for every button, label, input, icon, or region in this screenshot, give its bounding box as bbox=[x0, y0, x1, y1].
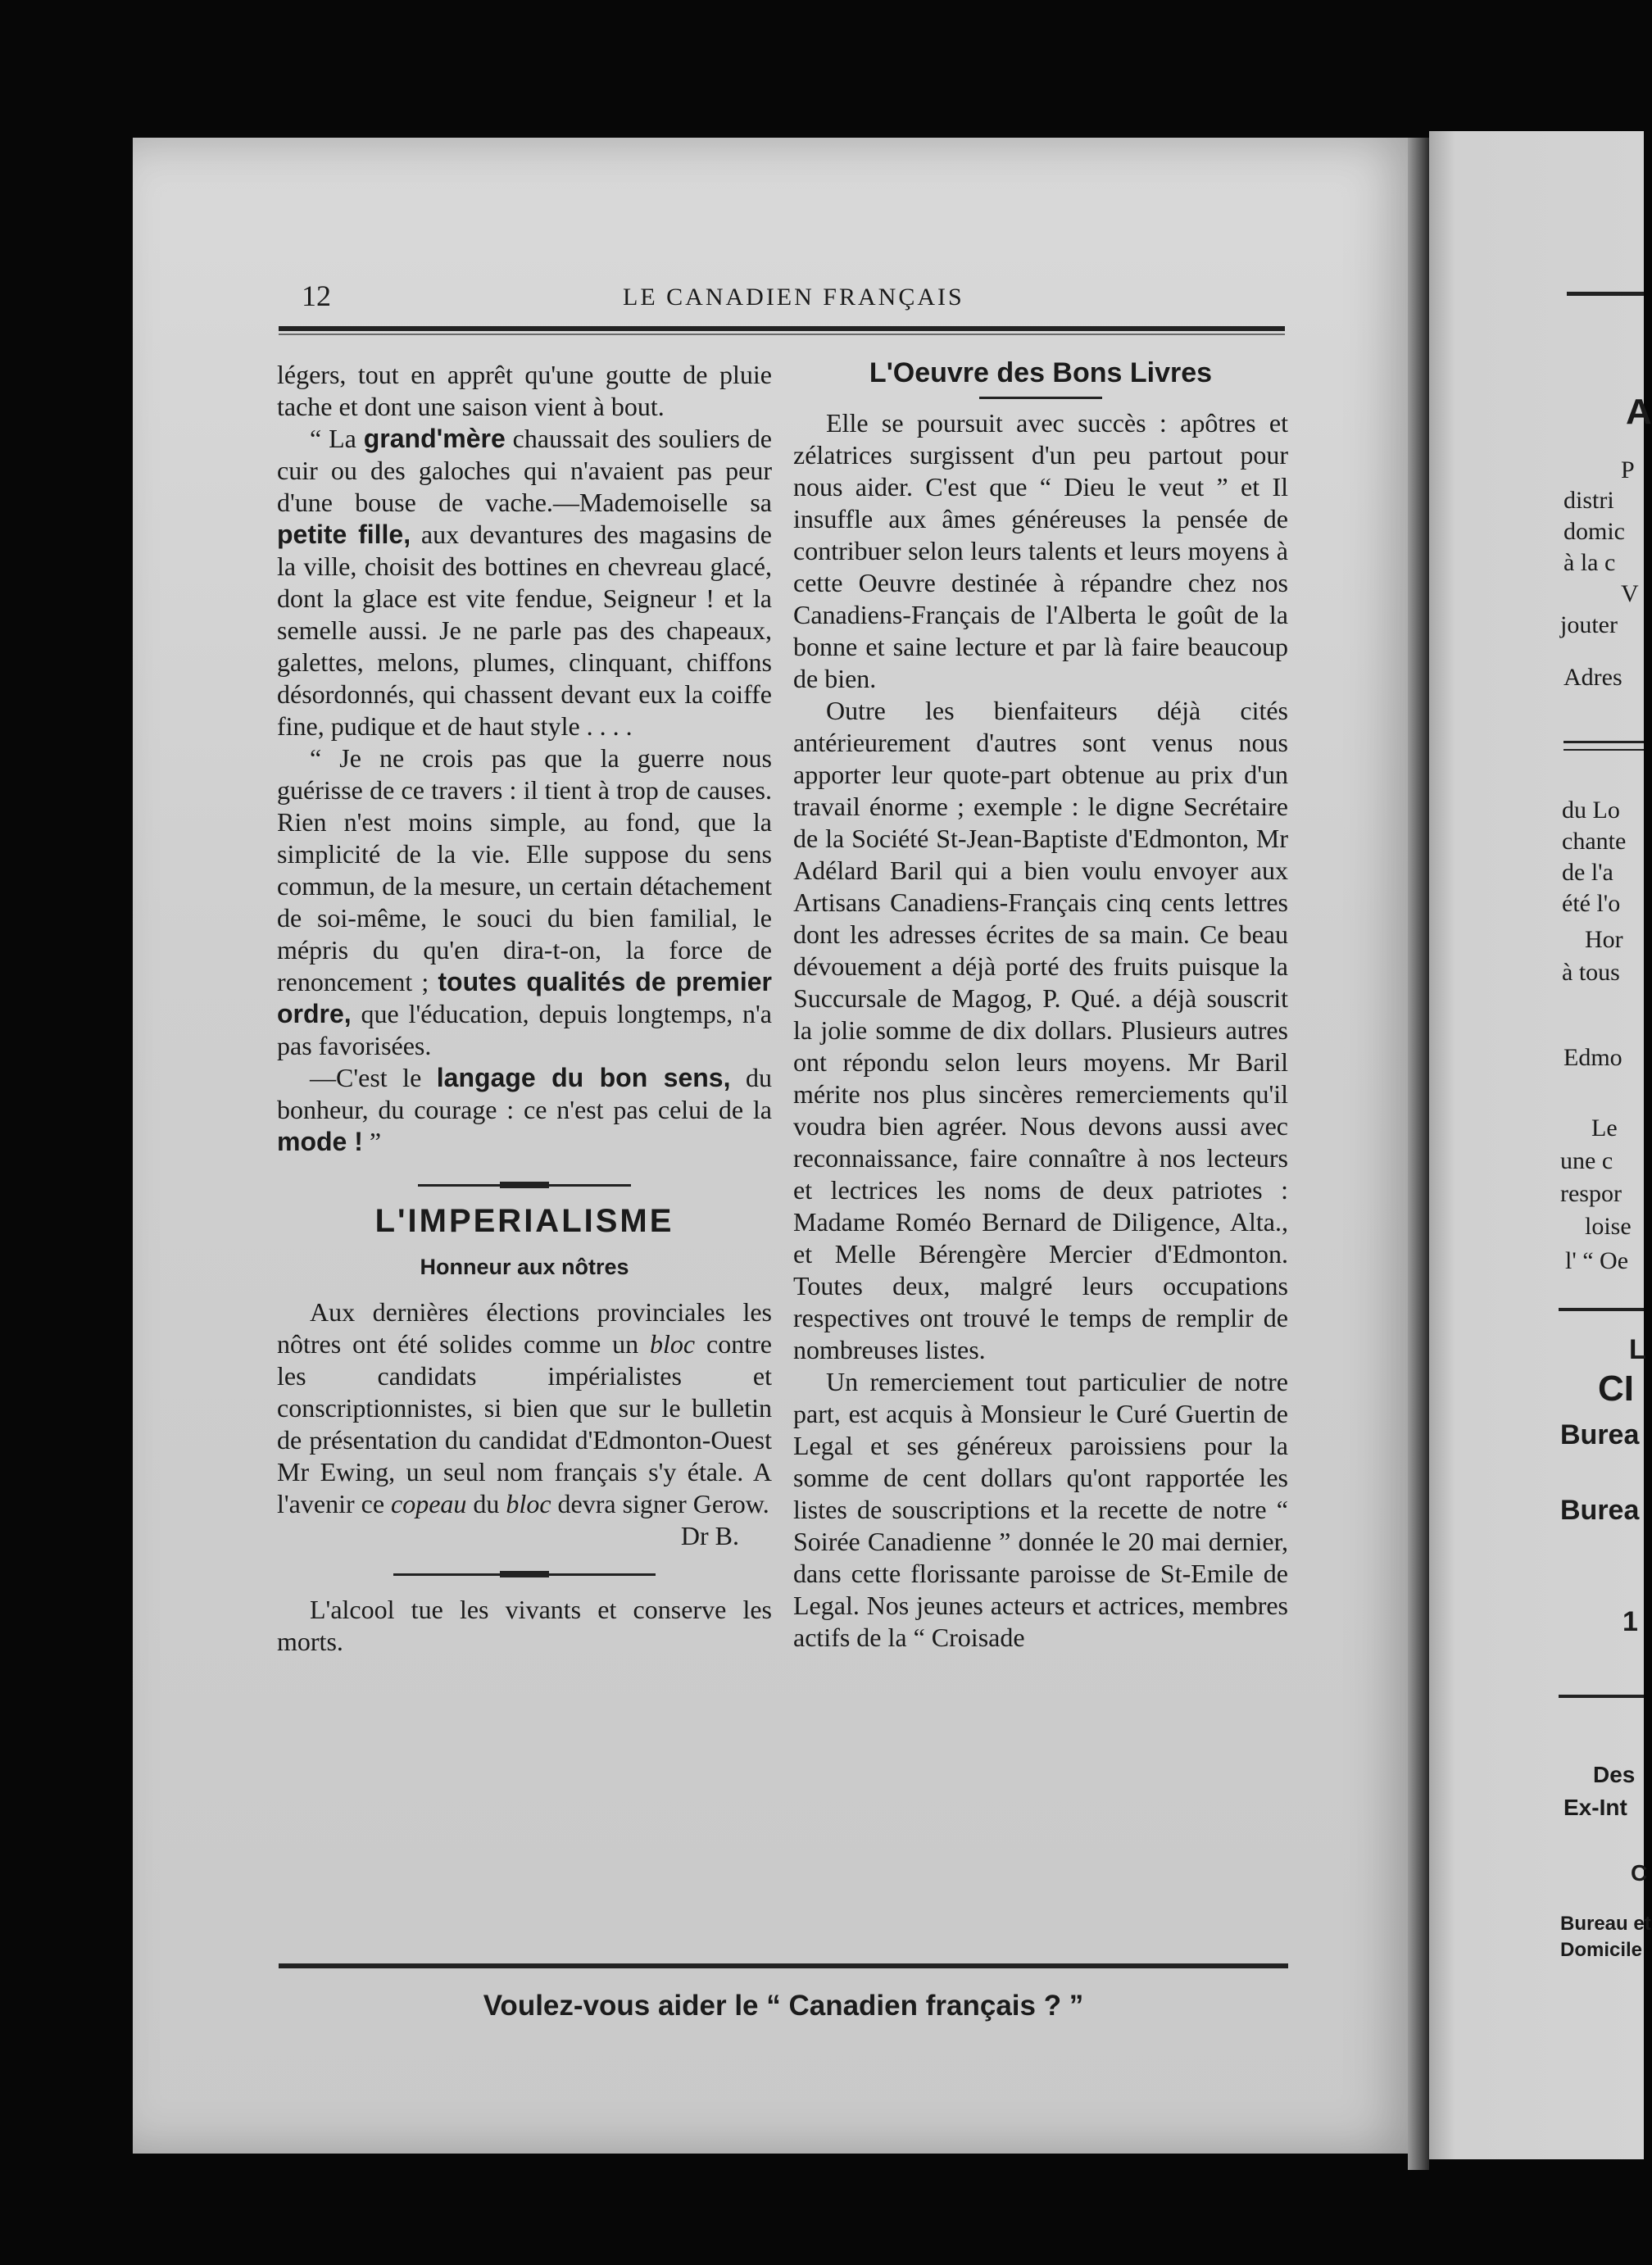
page-number: 12 bbox=[302, 279, 331, 312]
adjacent-page-rule bbox=[1564, 741, 1644, 743]
adjacent-page-rule bbox=[1559, 1308, 1644, 1311]
section-title: L'IMPERIALISME bbox=[374, 1203, 674, 1239]
signature: Dr B. bbox=[680, 1521, 739, 1550]
adjacent-page-fragment: A P distri domic à la c V jouter Adres du Lo chante de l'a été l'o Hor à tous Edmo Le une c respor loise l' “ Oe L CI Burea Burea 1 Des Ex-Int C Bureau et Domicile bbox=[1429, 131, 1644, 2159]
adjacent-page-rule bbox=[1559, 1695, 1644, 1698]
section-divider bbox=[418, 1184, 631, 1187]
paragraph: “ Je ne crois pas que la guerre nous guérisse de ce travers : il tient à trop de causes. Rien n'est moins simple, au fond, que la simplicité de la vie. Elle suppose du sens commun, de la mesure, un certain détachement de soi-même, le souci du bien familial, le mépris du qu'en dira-t-on, la force de renoncement ; toutes qualités de premier ordre, que l'éducation, depuis longtemps, n'a pas favorisées. bbox=[277, 743, 773, 1060]
footer-rule bbox=[279, 1963, 1288, 1968]
paragraph: Outre les bienfaiteurs déjà cités antérieurement d'autres sont venus nous apporter leur quote-part obtenue au prix d'un travail énorme ; exemple : le digne Secrétaire de la Société St-Jean-Baptiste d'Edmonton, Mr Adélard Baril qui a bien voulu envoyer aux Artisans Canadiens-Français cinq cents lettres dont les adresses écrites de sa main. Ce beau dévouement a déjà porté des fruits puisque la Succursale de Magog, P. Qué. a déjà souscrit la jolie somme de dix dollars. Plusieurs autres ont répondu selon leurs moyens. Mr Baril mérite nos plus sincères remerciements qu'il voudra bien agréer. Nous devons aussi avec reconnaissance, faire connaître à nos lecteurs et lectrices les noms de deux patriotes : Madame Roméo Bernard de Diligence, Alta., et Melle Bérengère Mercier d'Edmonton. Toutes deux, malgré leurs occupations respectives ont trouvé le temps de remplir de nombreuses listes. bbox=[793, 696, 1288, 1364]
paragraph: L'alcool tue les vivants et conserve les morts. bbox=[277, 1595, 772, 1656]
right-column bbox=[793, 354, 1288, 1654]
adjacent-page-rule bbox=[1564, 749, 1644, 751]
paragraph: Aux dernières élections provinciales les nôtres ont été solides comme un bloc contre les candidats impérialistes et conscriptionnistes, si bien que sur le bulletin de présentation du candidat d'Edmonton-Ouest Mr Ewing, un seul nom français s'y étale. A l'avenir ce copeau du bloc devra signer Gerow. bbox=[277, 1297, 773, 1518]
header-rule-thin bbox=[279, 334, 1285, 335]
title-divider bbox=[979, 397, 1102, 399]
paragraph: légers, tout en apprêt qu'une goutte de pluie tache et dont une saison vient à bout. bbox=[277, 360, 772, 421]
publication-title: LE CANADIEN FRANÇAIS bbox=[623, 284, 964, 311]
paragraph: “ La grand'mère chaussait des souliers de cuir ou des galoches qui n'avaient pas peur d'une bouse de vache.—Mademoiselle sa petite fille, aux devantures des magasins de la ville, choisit des bottines en chevreau glacé, dont la glace est vite fendue, Seigneur ! et la semelle aussi. Je ne parle pas des chapeaux, galettes, melons, plumes, clinquant, chiffons désordonnés, qui chassent devant eux la coiffe fine, pudique et de haut style . . . . bbox=[277, 424, 773, 741]
paragraph: Elle se poursuit avec succès : apôtres et zélatrices surgissent d'un peu partout pour nous aider. C'est que “ Dieu le veut ” et Il insuffle aux âmes généreuses la pensée de contribuer selon leurs talents et leurs moyens à cette Oeuvre destinée à répandre chez nos Canadiens-Français de l'Alberta le goût de la bonne et saine lecture et par là faire beaucoup de bien. bbox=[793, 408, 1288, 693]
left-column bbox=[277, 359, 772, 1658]
paragraph: —C'est le langage du bon sens, du bonheur, du courage : ce n'est pas celui de la mode ! ” bbox=[277, 1063, 772, 1156]
paragraph: Un remerciement tout particulier de notre part, est acquis à Monsieur le Curé Guertin de Legal et ses généreux paroissiens pour la somme de cent dollars qu'ont rapportée les listes de souscriptions et la recette de notre “ Soirée Canadienne ” donnée le 20 mai dernier, dans cette florissante paroisse de St-Emile de Legal. Nos jeunes acteurs et actrices, membres actifs de la “ Croisade bbox=[793, 1367, 1288, 1652]
article-title: L'Oeuvre des Bons Livres bbox=[869, 357, 1213, 388]
section-subtitle: Honneur aux nôtres bbox=[420, 1255, 629, 1279]
section-divider bbox=[393, 1573, 656, 1576]
header-rule bbox=[279, 326, 1285, 331]
adjacent-page-rule bbox=[1567, 292, 1644, 296]
book-gutter bbox=[1408, 138, 1429, 2170]
footer-slogan: Voulez-vous aider le “ Canadien français ? ” bbox=[483, 1990, 1084, 2022]
